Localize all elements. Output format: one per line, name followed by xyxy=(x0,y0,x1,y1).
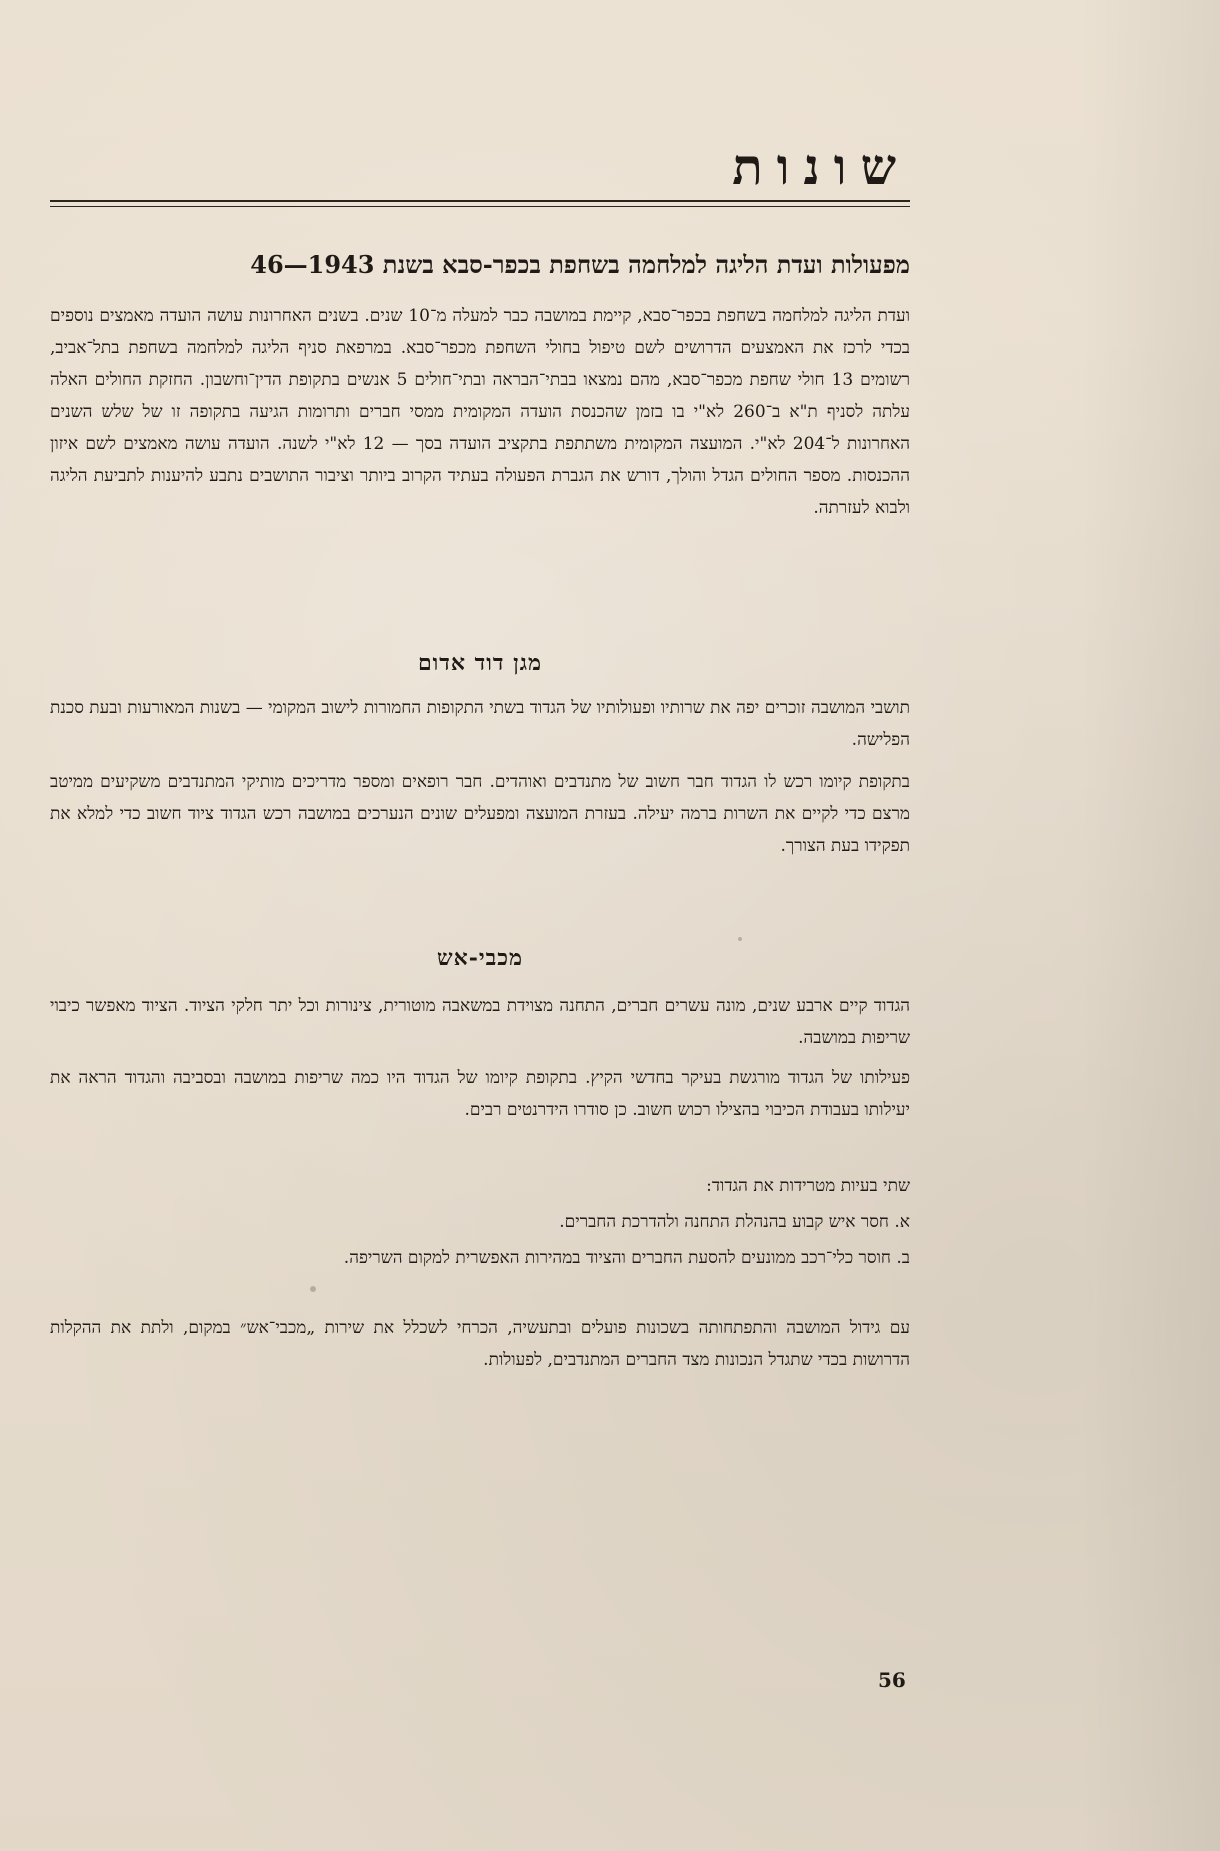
title-rule-bottom xyxy=(50,206,910,207)
paper-speck xyxy=(310,1286,316,1292)
paper-speck xyxy=(738,937,742,941)
section-title-tb-league: מפעולות ועדת הליגה למלחמה בשחפת בכפר-סבא בשנת 1943—46 xyxy=(250,250,910,279)
section-title-fire-brigade: מכבי-אש xyxy=(437,945,523,971)
section-paragraph: בתקופת קיומו רכש לו הגדוד חבר חשוב של מתנדבים ואוהדים. חבר רופאים ומספר מדריכים מותיקי המתנדבים משקיעים ממיטב מרצם כדי לקיים את השרות ברמה יעילה. בעזרת המועצה ומפעלים שונים הנערכים במושבה רכש הגדוד ציוד חשוב כדי למלא את תפקידו בעת הצורך. xyxy=(50,772,910,856)
section-title-mda: מגן דוד אדום xyxy=(417,650,543,676)
section-paragraph: תושבי המושבה זוכרים יפה את שרותיו ופעולותיו של הגדוד בשתי התקופות החמורות לישוב המקומי — בשנות המאורעות ובעת סכנת הפלישה. xyxy=(50,698,910,750)
list-item: א. חסר איש קבוע בהנהלת התחנה ולהדרכת החברים. xyxy=(559,1212,910,1232)
list-item: ב. חוסר כלי־רכב ממונעים להסעת החברים והציוד במהירות האפשרית למקום השריפה. xyxy=(343,1248,910,1268)
section-paragraph: הגדוד קיים ארבע שנים, מונה עשרים חברים, התחנה מצוידת במשאבה מוטורית, צינורות וכל יתר חלקי הציוד. הציוד מאפשר כיבוי שריפות במושבה. xyxy=(50,996,910,1048)
section-paragraph: שתי בעיות מטרידות את הגדוד: xyxy=(706,1176,910,1196)
page-number: 56 xyxy=(878,1668,906,1692)
title-rule-top xyxy=(50,200,910,202)
section-paragraph: עם גידול המושבה והתפתחותה בשכונות פועלים ובתעשיה, הכרחי לשכלל את שירות „מכבי־אש״ במקום, ולתת את ההקלות הדרושות בכדי שתגדל הנכונות מצד החברים המתנדבים, לפעולות. xyxy=(50,1318,910,1370)
section-paragraph: פעילותו של הגדוד מורגשת בעיקר בחדשי הקיץ. בתקופת קיומו של הגדוד היו כמה שריפות במושבה ובסביבה והגדוד הראה את יעילותו בעבודת הכיבוי בהצילו רכוש חשוב. כן סודרו הידרנטים רבים. xyxy=(50,1068,910,1120)
section-paragraph: ועדת הליגה למלחמה בשחפת בכפר־סבא, קיימת במושבה כבר למעלה מ־10 שנים. בשנים האחרונות עושה הועדה מאמצים נוספים בכדי לרכז את האמצעים הדרושים לשם טיפול בחולי השחפת מכפר־סבא. במרפאת סניף הליגה למלחמה בשחפת בתל־אביב, רשומים 13 חולי שחפת מכפר־סבא, מהם נמצאו בבתי־הבראה ובתי־חולים 5 אנשים בתקופת הדין־וחשבון. החזקת החולים האלה עלתה לסניף ת"א ב־260 לא"י בו בזמן שהכנסת הועדה המקומית ממסי חברים ותרומות הגיעה בתקופה זו של שלש השנים האחרונות ל־204 לא"י. המועצה המקומית משתתפת בתקציב הועדה בסך — 12 לא"י לשנה. הועדה עושה מאמצים לשם איזון ההכנסות. מספר החולים הגדל והולך, דורש את הגברת הפעולה בעתיד הקרוב ביותר וציבור התושבים נתבע להיענות לתביעת הליגה ולבוא לעזרתה. xyxy=(50,306,910,518)
page-title: שונות xyxy=(732,137,910,196)
